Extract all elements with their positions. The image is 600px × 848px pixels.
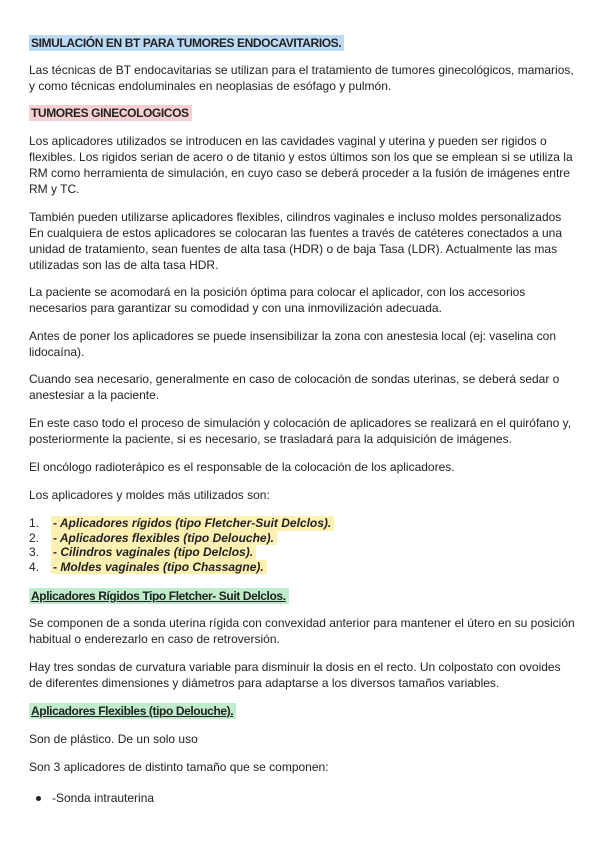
list-number: 3. [29,545,40,559]
section-heading-flexible-applicators: Aplicadores Flexibles (tipo Delouche). [29,703,236,719]
list-item-text: - Cilindros vaginales (tipo Delclos). [51,545,256,560]
list-item-text: - Aplicadores flexibles (tipo Delouche). [51,531,277,546]
paragraph: El oncólogo radioterápico es el responsable de la colocación de los aplicadores. [29,460,455,474]
component-list [36,790,154,806]
section-heading-line [29,588,575,604]
section-heading-rigid-applicators: Aplicadores Rígidos Tipo Fletcher- Suit Delclos. [29,588,289,604]
paragraph: También pueden utilizarse aplicadores flexibles, cilindros vaginales e incluso moldes personalizados En cualquiera de estos aplicadores se colocaran las fuentes a través de catéteres conectados a una unidad de tratamiento, sean fuentes de alta tasa (HDR) o de baja Tasa (LDR). Actualmente las mas utilizadas son las de alta tasa HDR. [29,210,562,272]
section-heading-gynecologic: TUMORES GINECOLOGICOS [29,105,192,121]
paragraph: Son 3 aplicadores de distinto tamaño que se componen: [29,760,329,774]
title-line [29,35,575,51]
paragraph: Hay tres sondas de curvatura variable para disminuir la dosis en el recto. Un colpostato con ovoides de diferentes dimensiones y diámetros para adaptarse a los diversos tamaños variables. [29,660,561,690]
section-heading-line [29,105,575,121]
list-item [36,790,154,806]
paragraph: La paciente se acomodará en la posición óptima para colocar el aplicador, con los accesorios necesarios para garantizar su comodidad y con una inmovilización adecuada. [29,285,526,315]
paragraph: Se componen de a sonda uterina rígida con convexidad anterior para mantener el útero en su posición habitual o enderezarlo en caso de retroversión. [29,616,575,646]
list-item-text: -Sonda intrauterina [52,791,155,805]
intro-paragraph: Las técnicas de BT endocavitarias se utilizan para el tratamiento de tumores ginecológicos, mamarios, y como técnicas endoluminales en neoplasias de esófago y pulmón. [29,63,574,93]
list-number: 1. [29,516,40,530]
section-heading-line [29,703,575,719]
paragraph: Antes de poner los aplicadores se puede insensibilizar la zona con anestesia local (ej: vaselina con lidocaína). [29,329,556,359]
list-item [29,516,334,531]
list-item [29,560,334,575]
list-number: 2. [29,530,40,545]
paragraph: Los aplicadores y moldes más utilizados son: [29,488,270,502]
document-title: SIMULACIÓN EN BT PARA TUMORES ENDOCAVITARIOS. [29,35,344,51]
list-item [29,531,334,546]
bullet-icon [36,796,41,801]
list-item-text: - Moldes vaginales (tipo Chassagne). [51,560,267,575]
applicator-list [29,516,334,574]
list-item-text: - Aplicadores rígidos (tipo Fletcher-Suit Delclos). [51,516,334,531]
paragraph: Cuando sea necesario, generalmente en caso de colocación de sondas uterinas, se deberá sedar o anestesiar a la paciente. [29,372,560,402]
list-number: 4. [29,559,40,574]
paragraph: En este caso todo el proceso de simulación y colocación de aplicadores se realizará en el quirófano y, posteriormente la paciente, si es necesario, se trasladará para la adquisición de imágenes. [29,416,572,446]
paragraph: Los aplicadores utilizados se introducen en las cavidades vaginal y uterina y pueden ser rigidos o flexibles. Los rigidos serian de acero o de titanio y estos últimos son los que se emplean si se utiliza la RM como herramienta de simulación, en cuyo caso se deberá proceder a la fusión de imágenes entre RM y TC. [29,134,573,196]
paragraph: Son de plástico. De un solo uso [29,732,198,746]
list-item [29,545,334,560]
